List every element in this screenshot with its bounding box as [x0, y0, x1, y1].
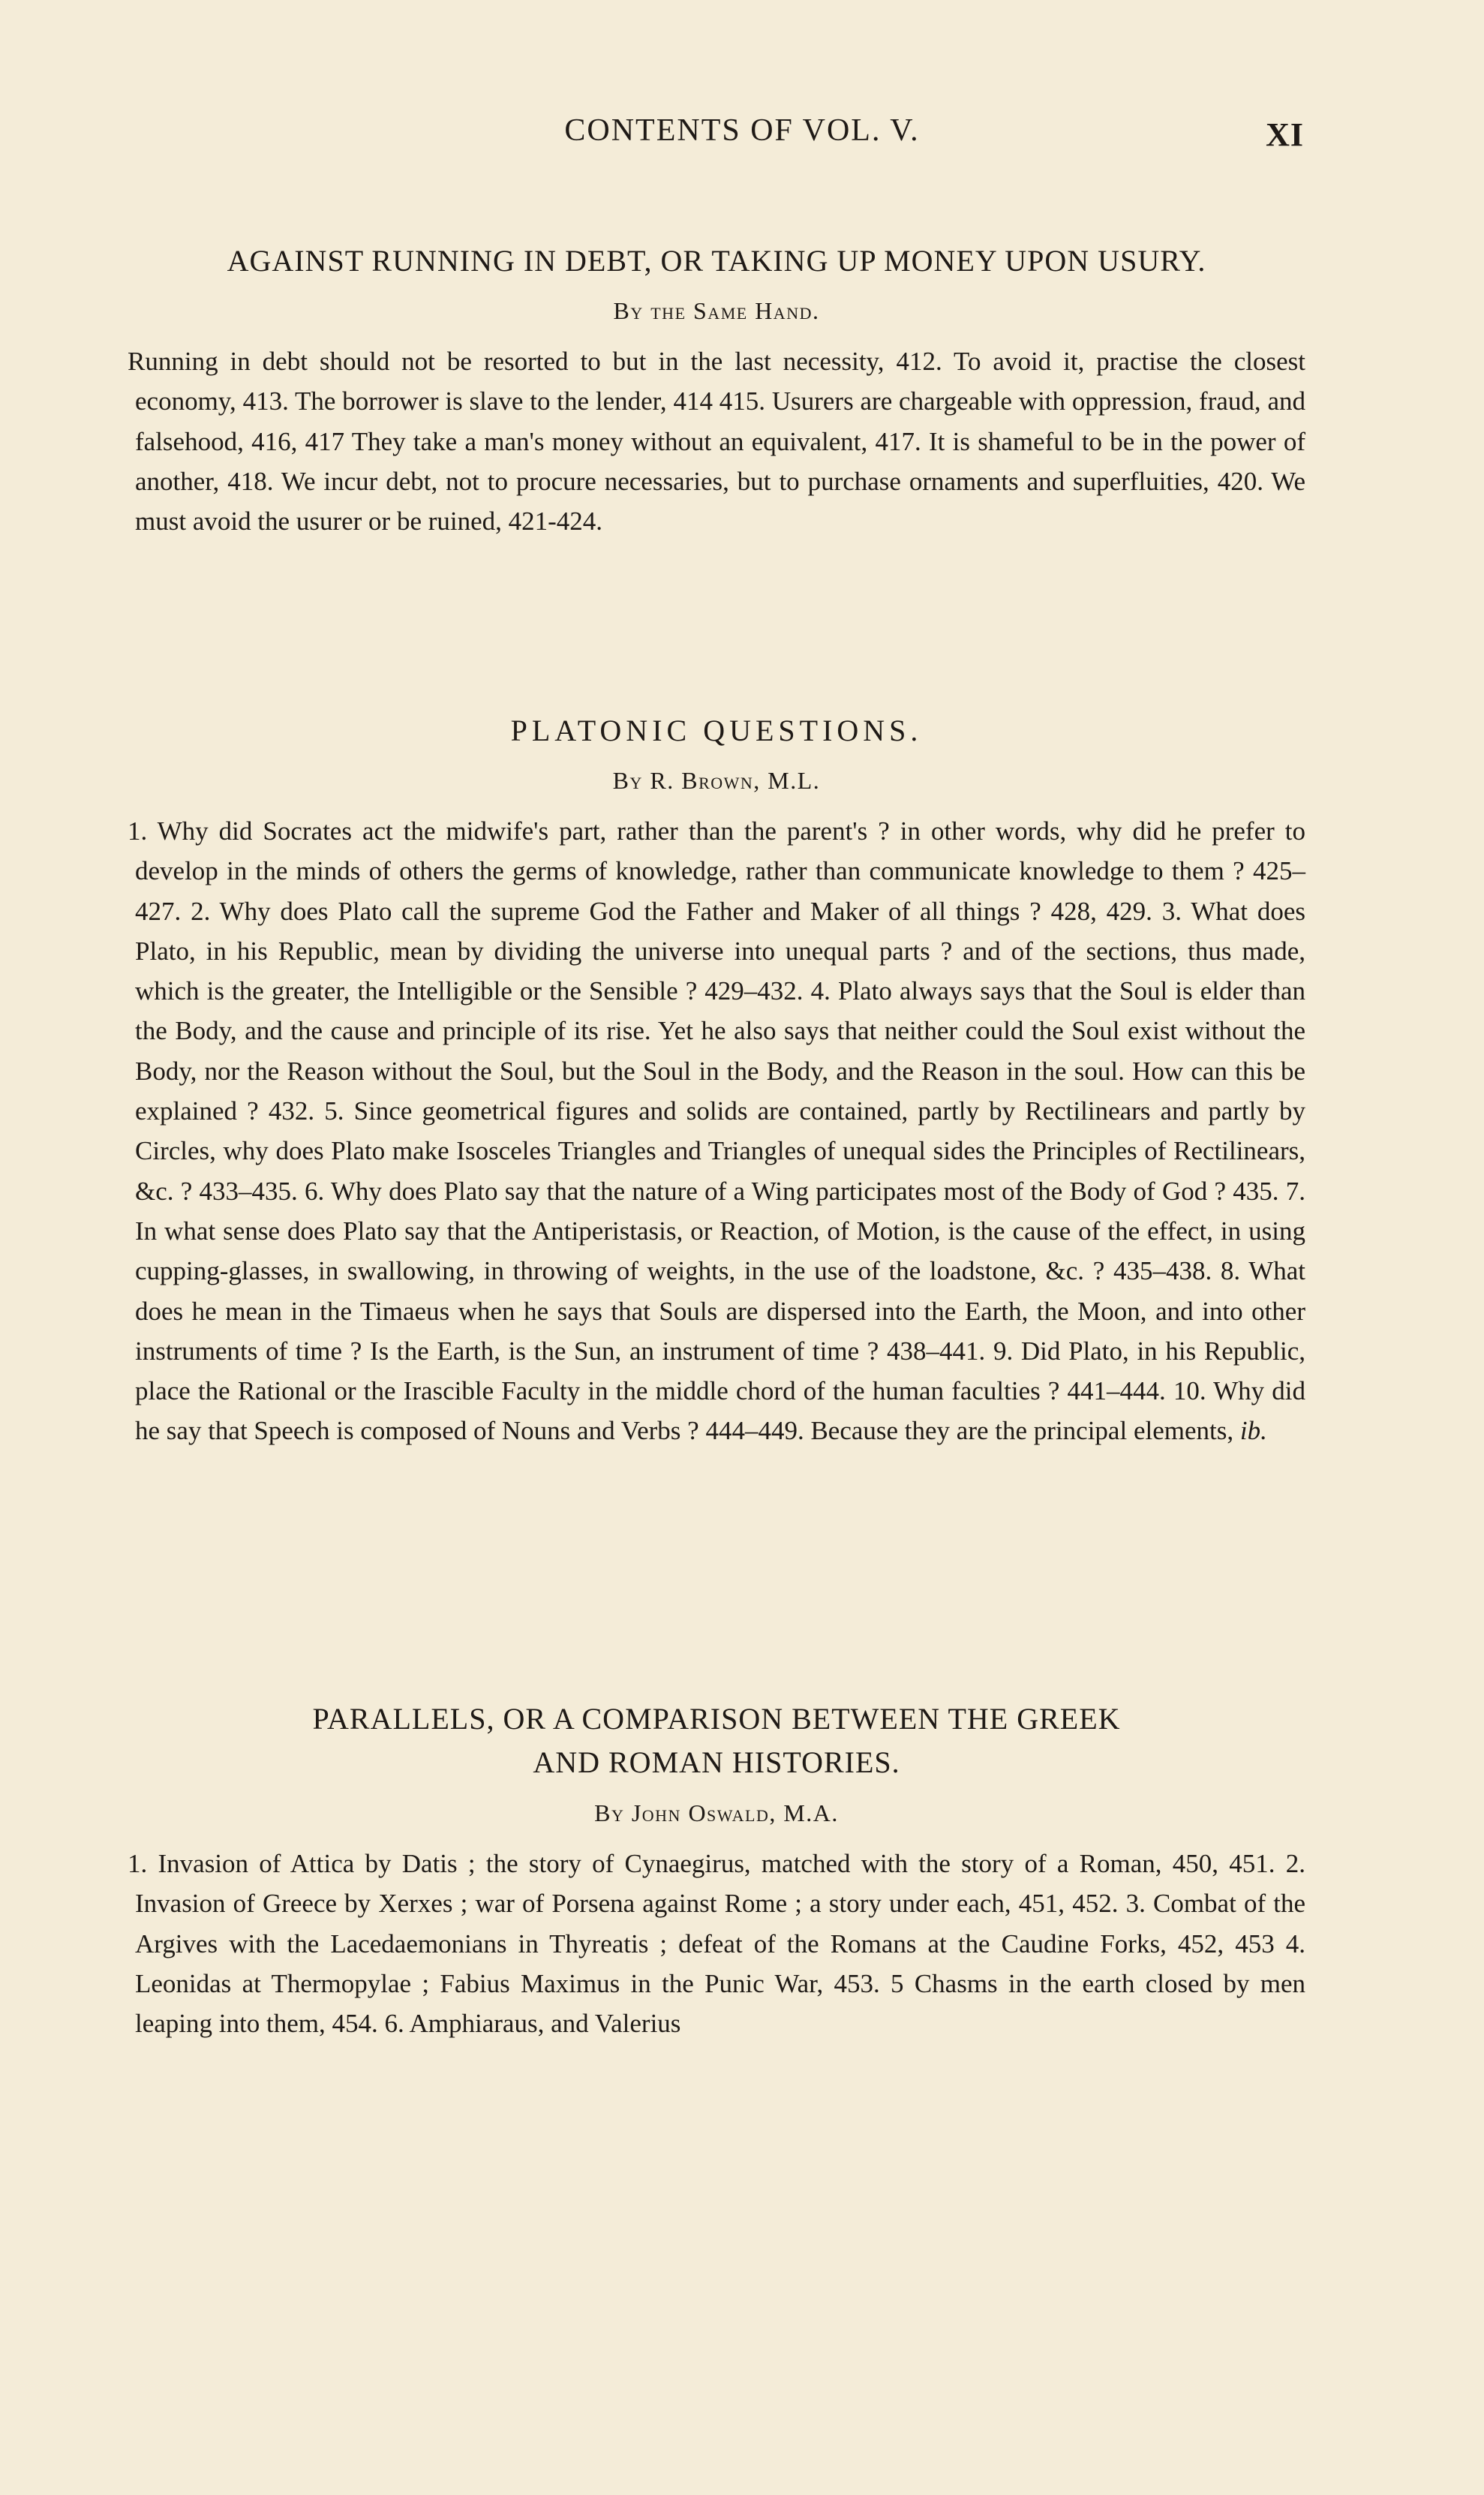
section-platonic-questions: [128, 710, 1305, 1451]
section-title: [128, 1697, 1305, 1784]
section-author: By John Oswald, M.A.: [594, 1799, 839, 1826]
section-body-ibid: ib.: [1239, 1416, 1267, 1446]
running-head-title: CONTENTS OF VOL. V.: [564, 113, 920, 148]
section-title: PLATONIC QUESTIONS.: [510, 714, 923, 747]
section-title-line-1: PARALLELS, OR A COMPARISON BETWEEN THE GREEK: [312, 1702, 1121, 1736]
section-title-line-2: AND ROMAN HISTORIES.: [533, 1745, 900, 1779]
page-number: XI: [1266, 116, 1304, 153]
section-parallels: [128, 1697, 1305, 2043]
section-usury: [128, 240, 1305, 541]
running-head: [0, 113, 1484, 158]
section-author: By R. Brown, M.L.: [612, 767, 821, 794]
section-body: [128, 811, 1305, 1451]
section-title: AGAINST RUNNING IN DEBT, OR TAKING UP MONEY UPON USURY.: [227, 244, 1206, 278]
section-body-text: 1. Why did Socrates act the midwife's part, rather than the parent's ? in other words, why did he prefer to develop in the minds of others the germs of knowledge, rather than communicate knowledge to them ? 425–427. 2. Why does Plato call the supreme God the Father and Maker of all things ? 428, 429. 3. What does Plato, in his Republic, mean by dividing the universe into unequal parts ? and of the sections, thus made, which is the greater, the Intelligible or the Sensible ? 429–432. 4. Plato always says that the Soul is elder than the Body, and the cause and principle of its rise. Yet he also says that neither could the Soul exist without the Body, nor the Reason without the Soul, but the Soul in the Body, and the Reason in the soul. How can this be explained ? 432. 5. Since geometrical figures and solids are contained, partly by Rectilinears and partly by Circles, why does Plato make Isosceles Triangles and Triangles of unequal sides the Principles of Rectilinears, &c. ? 433–435. 6. Why does Plato say that the nature of a Wing participates most of the Body of God ? 435. 7. In what sense does Plato say that the Antiperistasis, or Reaction, of Motion, is the cause of the effect, in using cupping-glasses, in swallowing, in throwing of weights, in the use of the loadstone, &c. ? 435–438. 8. What does he mean in the Timaeus when he says that Souls are dispersed into the Earth, the Moon, and into other instruments of time ? Is the Earth, is the Sun, an instrument of time ? 438–441. 9. Did Plato, in his Republic, place the Rational or the Irascible Faculty in the middle chord of the human faculties ? 441–444. 10. Why did he say that Speech is composed of Nouns and Verbs ? 444–449. Because they are the principal elements,: [128, 816, 1305, 1446]
section-body: 1. Invasion of Attica by Datis ; the story of Cynaegirus, matched with the story of a Roman, 450, 451. 2. Invasion of Greece by Xerxes ; war of Porsena against Rome ; a story under each, 451, 452. 3. Combat of the Argives with the Lacedaemonians in Thyreatis ; defeat of the Romans at the Caudine Forks, 452, 453 4. Leonidas at Thermopylae ; Fabius Maximus in the Punic War, 453. 5 Chasms in the earth closed by men leaping into them, 454. 6. Amphiaraus, and Valerius: [128, 1849, 1305, 2039]
section-author: By the Same Hand.: [613, 297, 820, 324]
section-body: Running in debt should not be resorted to but in the last necessity, 412. To avoid it, practise the closest economy, 413. The borrower is slave to the lender, 414 415. Usurers are chargeable with oppression, fraud, and falsehood, 416, 417 They take a man's money without an equivalent, 417. It is shameful to be in the power of another, 418. We incur debt, not to procure necessaries, but to purchase ornaments and superfluities, 420. We must avoid the usurer or be ruined, 421-424.: [128, 347, 1305, 537]
